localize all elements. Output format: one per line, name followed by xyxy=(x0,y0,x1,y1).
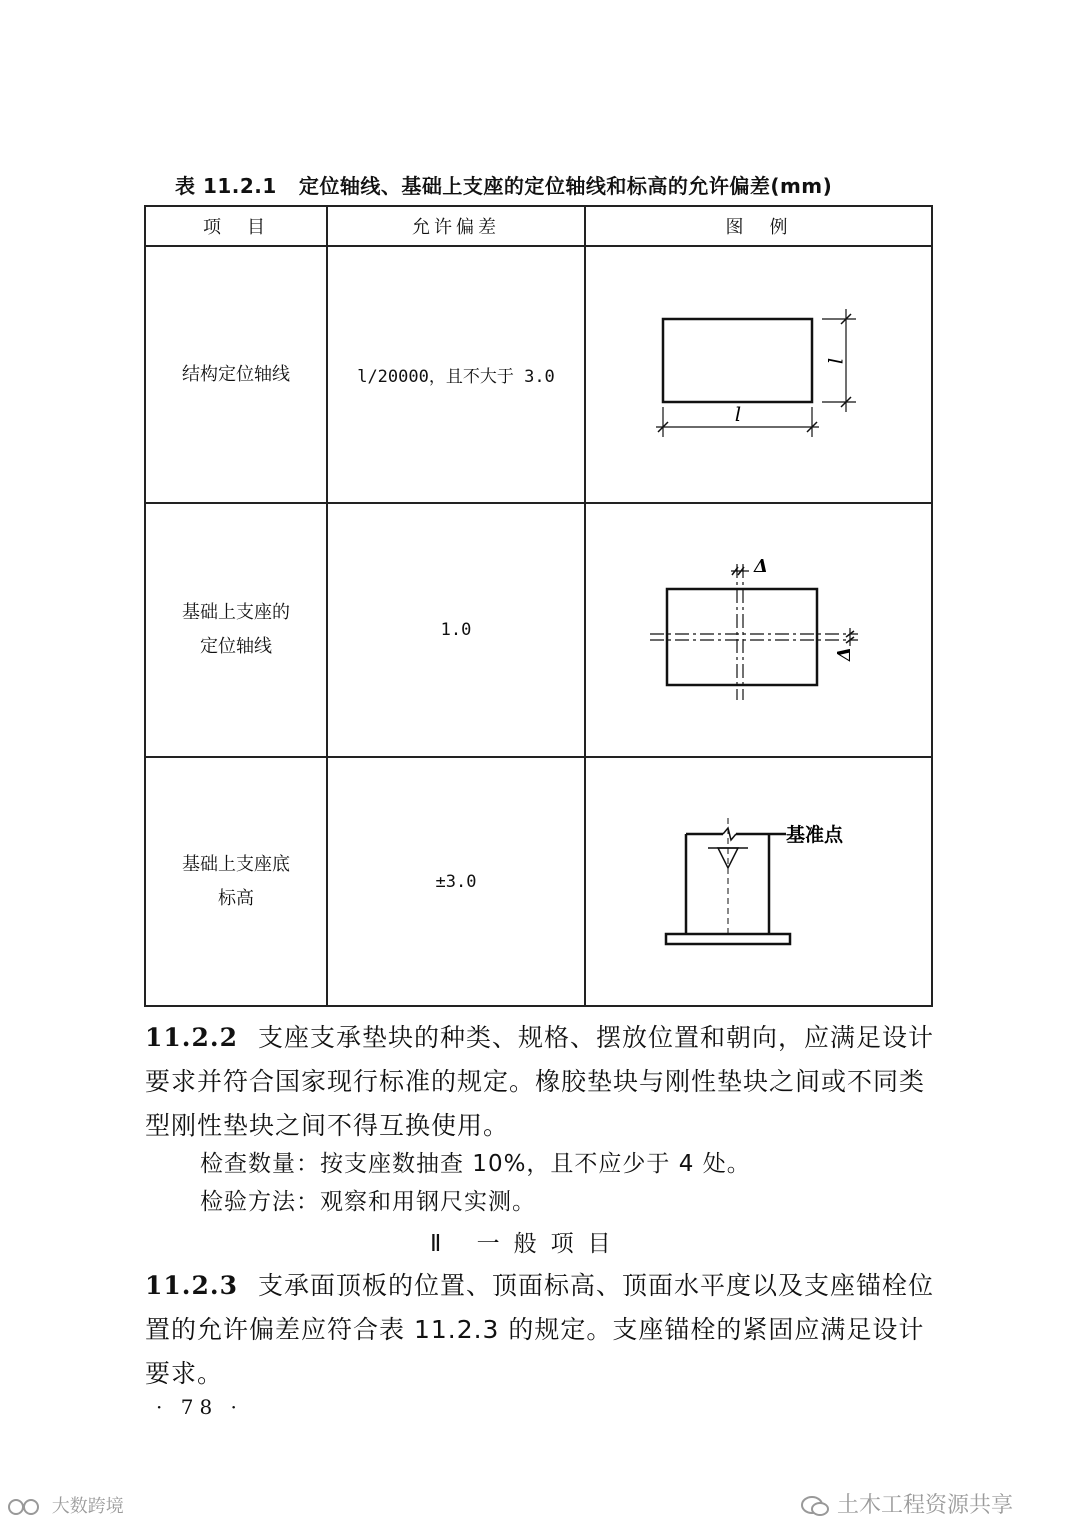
header-item: 项 目 xyxy=(145,206,327,246)
section-heading: Ⅱ 一般项目 xyxy=(430,1231,625,1257)
page-number: · 78 · xyxy=(156,1395,243,1419)
length-label-side: l xyxy=(823,357,847,365)
clause-11-2-2-number: 11.2.2 xyxy=(145,1023,238,1052)
wechat-icon xyxy=(800,1494,830,1518)
inspection-method: 检验方法：观察和用钢尺实测。 xyxy=(200,1189,536,1215)
watermark-right xyxy=(800,1488,1013,1519)
clause-11-2-3 xyxy=(145,1264,935,1396)
axis-position-diagram xyxy=(586,247,933,502)
watermark-left-text: 大数跨境 xyxy=(51,1496,124,1517)
delta-label-top: Δ xyxy=(754,556,768,577)
table-row xyxy=(145,757,932,1006)
row2-item-line1: 基础上支座的 xyxy=(182,602,290,623)
row3-figure-cell xyxy=(585,757,932,1006)
table-title: 定位轴线、基础上支座的定位轴线和标高的允许偏差(mm) xyxy=(298,174,833,198)
inspection-quantity: 检查数量：按支座数抽查 10%，且不应少于 4 处。 xyxy=(200,1151,751,1177)
table-number: 表 11.2.1 xyxy=(175,174,277,198)
clause-11-2-3-text: 支承面顶板的位置、顶面标高、顶面水平度以及支座锚栓位置的允许偏差应符合表 11.2.3 的规定。支座锚栓的紧固应满足设计要求。 xyxy=(145,1271,935,1388)
support-axis-diagram xyxy=(586,504,933,756)
table-header-row xyxy=(145,206,932,246)
watermark-left xyxy=(6,1492,124,1518)
row3-item-line1: 基础上支座底 xyxy=(182,853,290,875)
row1-figure-cell xyxy=(585,246,932,503)
row3-item-line2: 标高 xyxy=(218,887,254,909)
support-elevation-diagram xyxy=(586,758,933,1005)
length-label-bottom: l xyxy=(734,402,742,426)
row2-tolerance: 1.0 xyxy=(327,503,585,757)
datum-point-label: 基准点 xyxy=(786,824,844,846)
table-caption xyxy=(175,170,832,199)
row1-item: 结构定位轴线 xyxy=(145,246,327,503)
clause-11-2-2 xyxy=(145,1016,935,1148)
watermark-logo-icon xyxy=(6,1497,46,1517)
watermark-right-text: 土木工程资源共享 xyxy=(837,1493,1014,1518)
row2-item xyxy=(145,503,327,757)
table-row xyxy=(145,246,932,503)
row2-item-line2: 定位轴线 xyxy=(200,636,272,657)
row3-item xyxy=(145,757,327,1006)
row1-tolerance-text: l/20000，且不大于 3.0 xyxy=(357,367,555,387)
row1-tolerance xyxy=(327,246,585,503)
table-row xyxy=(145,503,932,757)
tolerance-table xyxy=(144,205,933,1007)
delta-label-side: Δ xyxy=(834,647,855,661)
clause-11-2-3-number: 11.2.3 xyxy=(145,1271,238,1300)
header-tolerance: 允许偏差 xyxy=(327,206,585,246)
clause-11-2-2-text: 支座支承垫块的种类、规格、摆放位置和朝向，应满足设计要求并符合国家现行标准的规定。橡胶垫块与刚性垫块之间或不同类型刚性垫块之间不得互换使用。 xyxy=(145,1023,935,1140)
header-figure: 图 例 xyxy=(585,206,932,246)
row3-tolerance: ±3.0 xyxy=(327,757,585,1006)
row2-figure-cell xyxy=(585,503,932,757)
